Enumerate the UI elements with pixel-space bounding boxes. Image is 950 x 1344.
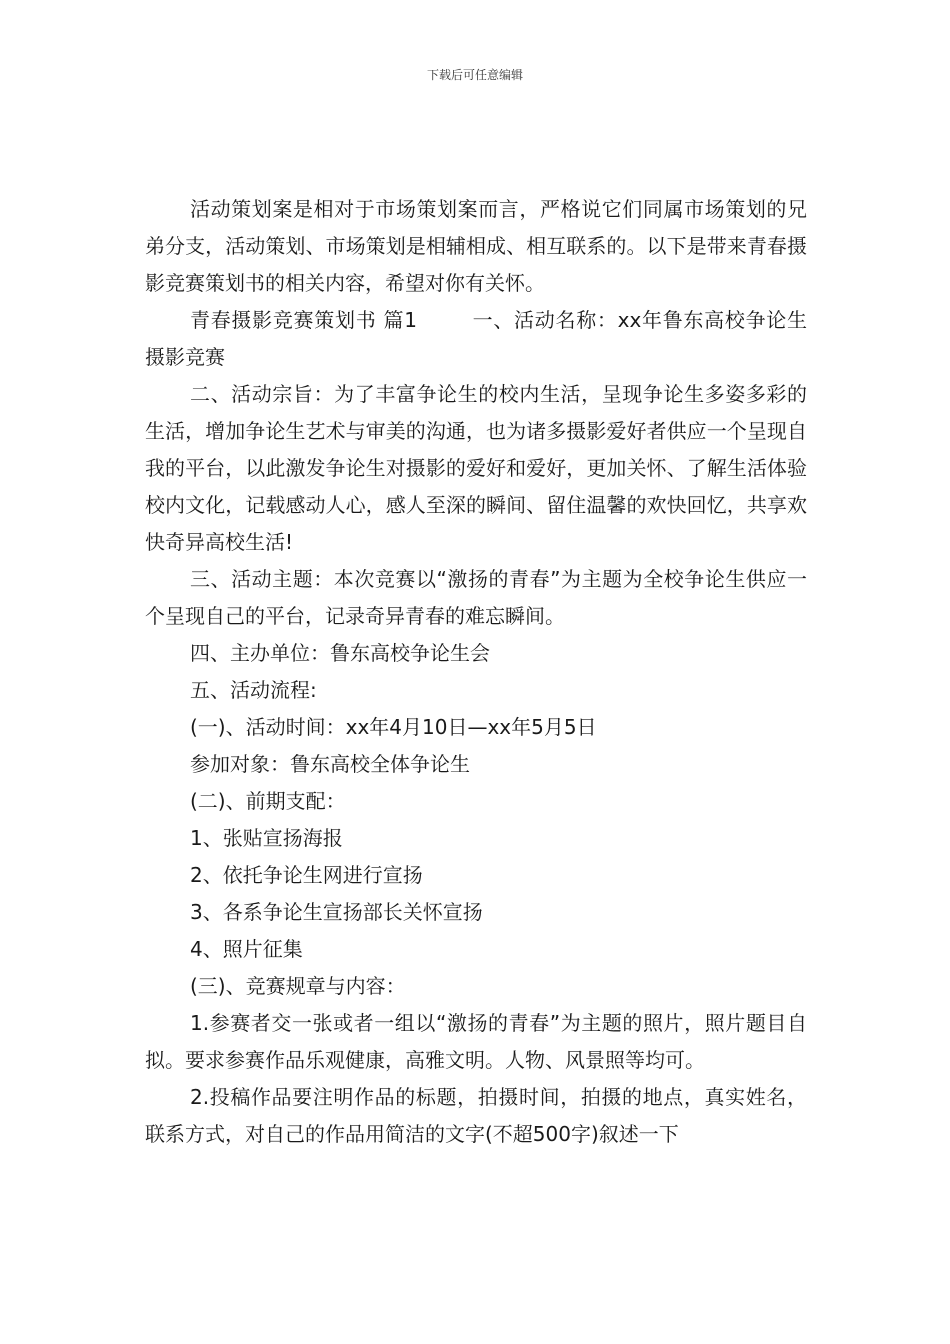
list-item: 1、张贴宣扬海报 (190, 826, 343, 850)
list-item: 4、照片征集 (190, 937, 303, 961)
prep-heading: (二)、前期支配： (190, 789, 346, 813)
purpose-paragraph: 二、活动宗旨：为了丰富争论生的校内生活，呈现争论生多姿多彩的生活，增加争论生艺术与审美的沟通，也为诸多摄影爱好者供应一个呈现自我的平台，以此激发争论生对摄影的爱好和爱好，更加关怀、了解生活体验校内文化，记载感动人心，感人至深的瞬间、留住温馨的欢快回忆，共享欢快奇异高校生活! (145, 382, 807, 554)
intro-paragraph: 活动策划案是相对于市场策划案而言，严格说它们同属市场策划的兄弟分支，活动策划、市场策划是相辅相成、相互联系的。以下是带来青春摄影竞赛策划书的相关内容，希望对你有关怀。 (145, 197, 807, 295)
list-item: 2、依托争论生网进行宣扬 (190, 863, 423, 887)
process-heading: 五、活动流程: (190, 678, 317, 702)
list-item: 3、各系争论生宣扬部长关怀宣扬 (190, 900, 483, 924)
page-header: 下载后可任意编辑 (426, 68, 523, 82)
document-body (145, 191, 807, 1153)
rule-2-paragraph: 2.投稿作品要注明作品的标题，拍摄时间，拍摄的地点，真实姓名，联系方式，对自己的作品用简洁的文字(不超500字)叙述一下 (145, 1085, 807, 1146)
section-title: 青春摄影竞赛策划书 篇1 (190, 308, 417, 332)
rules-heading: (三)、竞赛规章与内容： (190, 974, 406, 998)
theme-paragraph: 三、活动主题：本次竞赛以“激扬的青春”为主题为全校争论生供应一个呈现自己的平台，记录奇异青春的难忘瞬间。 (145, 567, 807, 628)
section-heading-line (145, 302, 807, 376)
activity-name: 一、活动名称：xx年鲁东高校争论生摄影竞赛 (145, 308, 807, 369)
participants-line: 参加对象：鲁东高校全体争论生 (190, 752, 470, 776)
time-line: (一)、活动时间：xx年4月10日—xx年5月5日 (190, 715, 597, 739)
organizer-line: 四、主办单位：鲁东高校争论生会 (190, 641, 490, 665)
rule-1-paragraph: 1.参赛者交一张或者一组以“激扬的青春”为主题的照片，照片题目自拟。要求参赛作品乐观健康，高雅文明。人物、风景照等均可。 (145, 1011, 807, 1072)
